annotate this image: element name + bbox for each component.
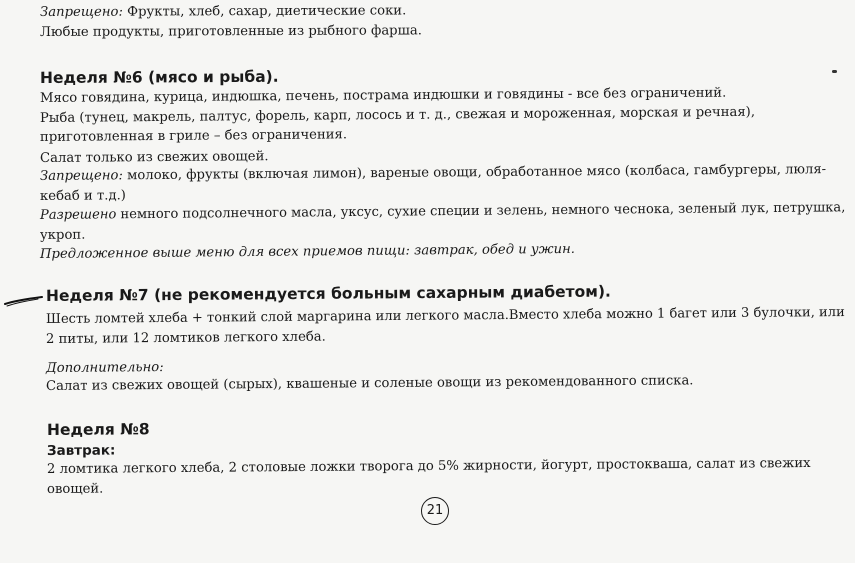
week7-additional-text: Салат из свежих овощей (сырых), квашеные и соленые овощи из рекомендованного списка. <box>45 373 694 394</box>
week6-line-2: Рыба (тунец, макрель, палтус, форель, карп, лосось и т. д., свежая и мороженная, морская и речная), <box>39 104 756 126</box>
week6-heading: Неделя №6 (мясо и рыба). <box>39 67 279 87</box>
week7-additional-label: Дополнительно: <box>45 360 164 376</box>
page-number: 21 <box>421 497 449 525</box>
intro-forbidden-text: Фрукты, хлеб, сахар, диетические соки. <box>127 3 407 20</box>
intro-forbidden-line <box>40 2 406 21</box>
week7-line-2: 2 питы, или 12 ломтиков легкого хлеба. <box>45 329 326 347</box>
intro-line-2: Любые продукты, приготовленные из рыбного фарша. <box>39 23 422 40</box>
week6-allowed-label: Разрешено <box>39 207 117 223</box>
week8-breakfast-line-1: 2 ломтика легкого хлеба, 2 столовые ложки творога до 5% жирности, йогурт, простокваша, салат из свежих <box>46 456 811 477</box>
week6-forbidden-text-1: молоко, фрукты (включая лимон), вареные овощи, обработанное мясо (колбаса, гамбургеры, люля- <box>127 162 827 184</box>
week6-note: Предложенное выше меню для всех приемов пищи: завтрак, обед и ужин. <box>39 241 576 262</box>
week6-allowed-line <box>40 199 845 224</box>
week6-allowed-text-2: укроп. <box>39 227 86 243</box>
week6-line-4: Салат только из свежих овощей. <box>39 149 269 166</box>
week6-line-3: приготовленная в гриле – без ограничения. <box>39 127 348 145</box>
week7-line-1: Шесть ломтей хлеба + тонкий слой маргарина или легкого масла.Вместо хлеба можно 1 багет или 3 булочки, или <box>45 305 845 327</box>
intro-forbidden-label: Запрещено: <box>39 4 123 20</box>
scan-speck <box>832 70 837 73</box>
week6-forbidden-text-2: кебаб и т.д.) <box>39 188 126 204</box>
pen-arrow-mark-icon <box>4 294 44 310</box>
week6-line-1: Мясо говядина, курица, индюшка, печень, пострама индюшки и говядины - все без ограничений. <box>39 85 727 106</box>
week8-breakfast-label: Завтрак: <box>46 442 116 459</box>
week8-breakfast-line-2: овощей. <box>46 481 104 497</box>
week6-forbidden-label: Запрещено: <box>39 168 123 184</box>
week6-allowed-text-1: немного подсолнечного масла, уксус, сухие специи и зелень, немного чеснока, зеленый лук, петрушка, <box>120 200 846 223</box>
week8-heading: Неделя №8 <box>46 420 150 439</box>
week7-heading: Неделя №7 (не рекомендуется больным сахарным диабетом). <box>45 282 611 305</box>
